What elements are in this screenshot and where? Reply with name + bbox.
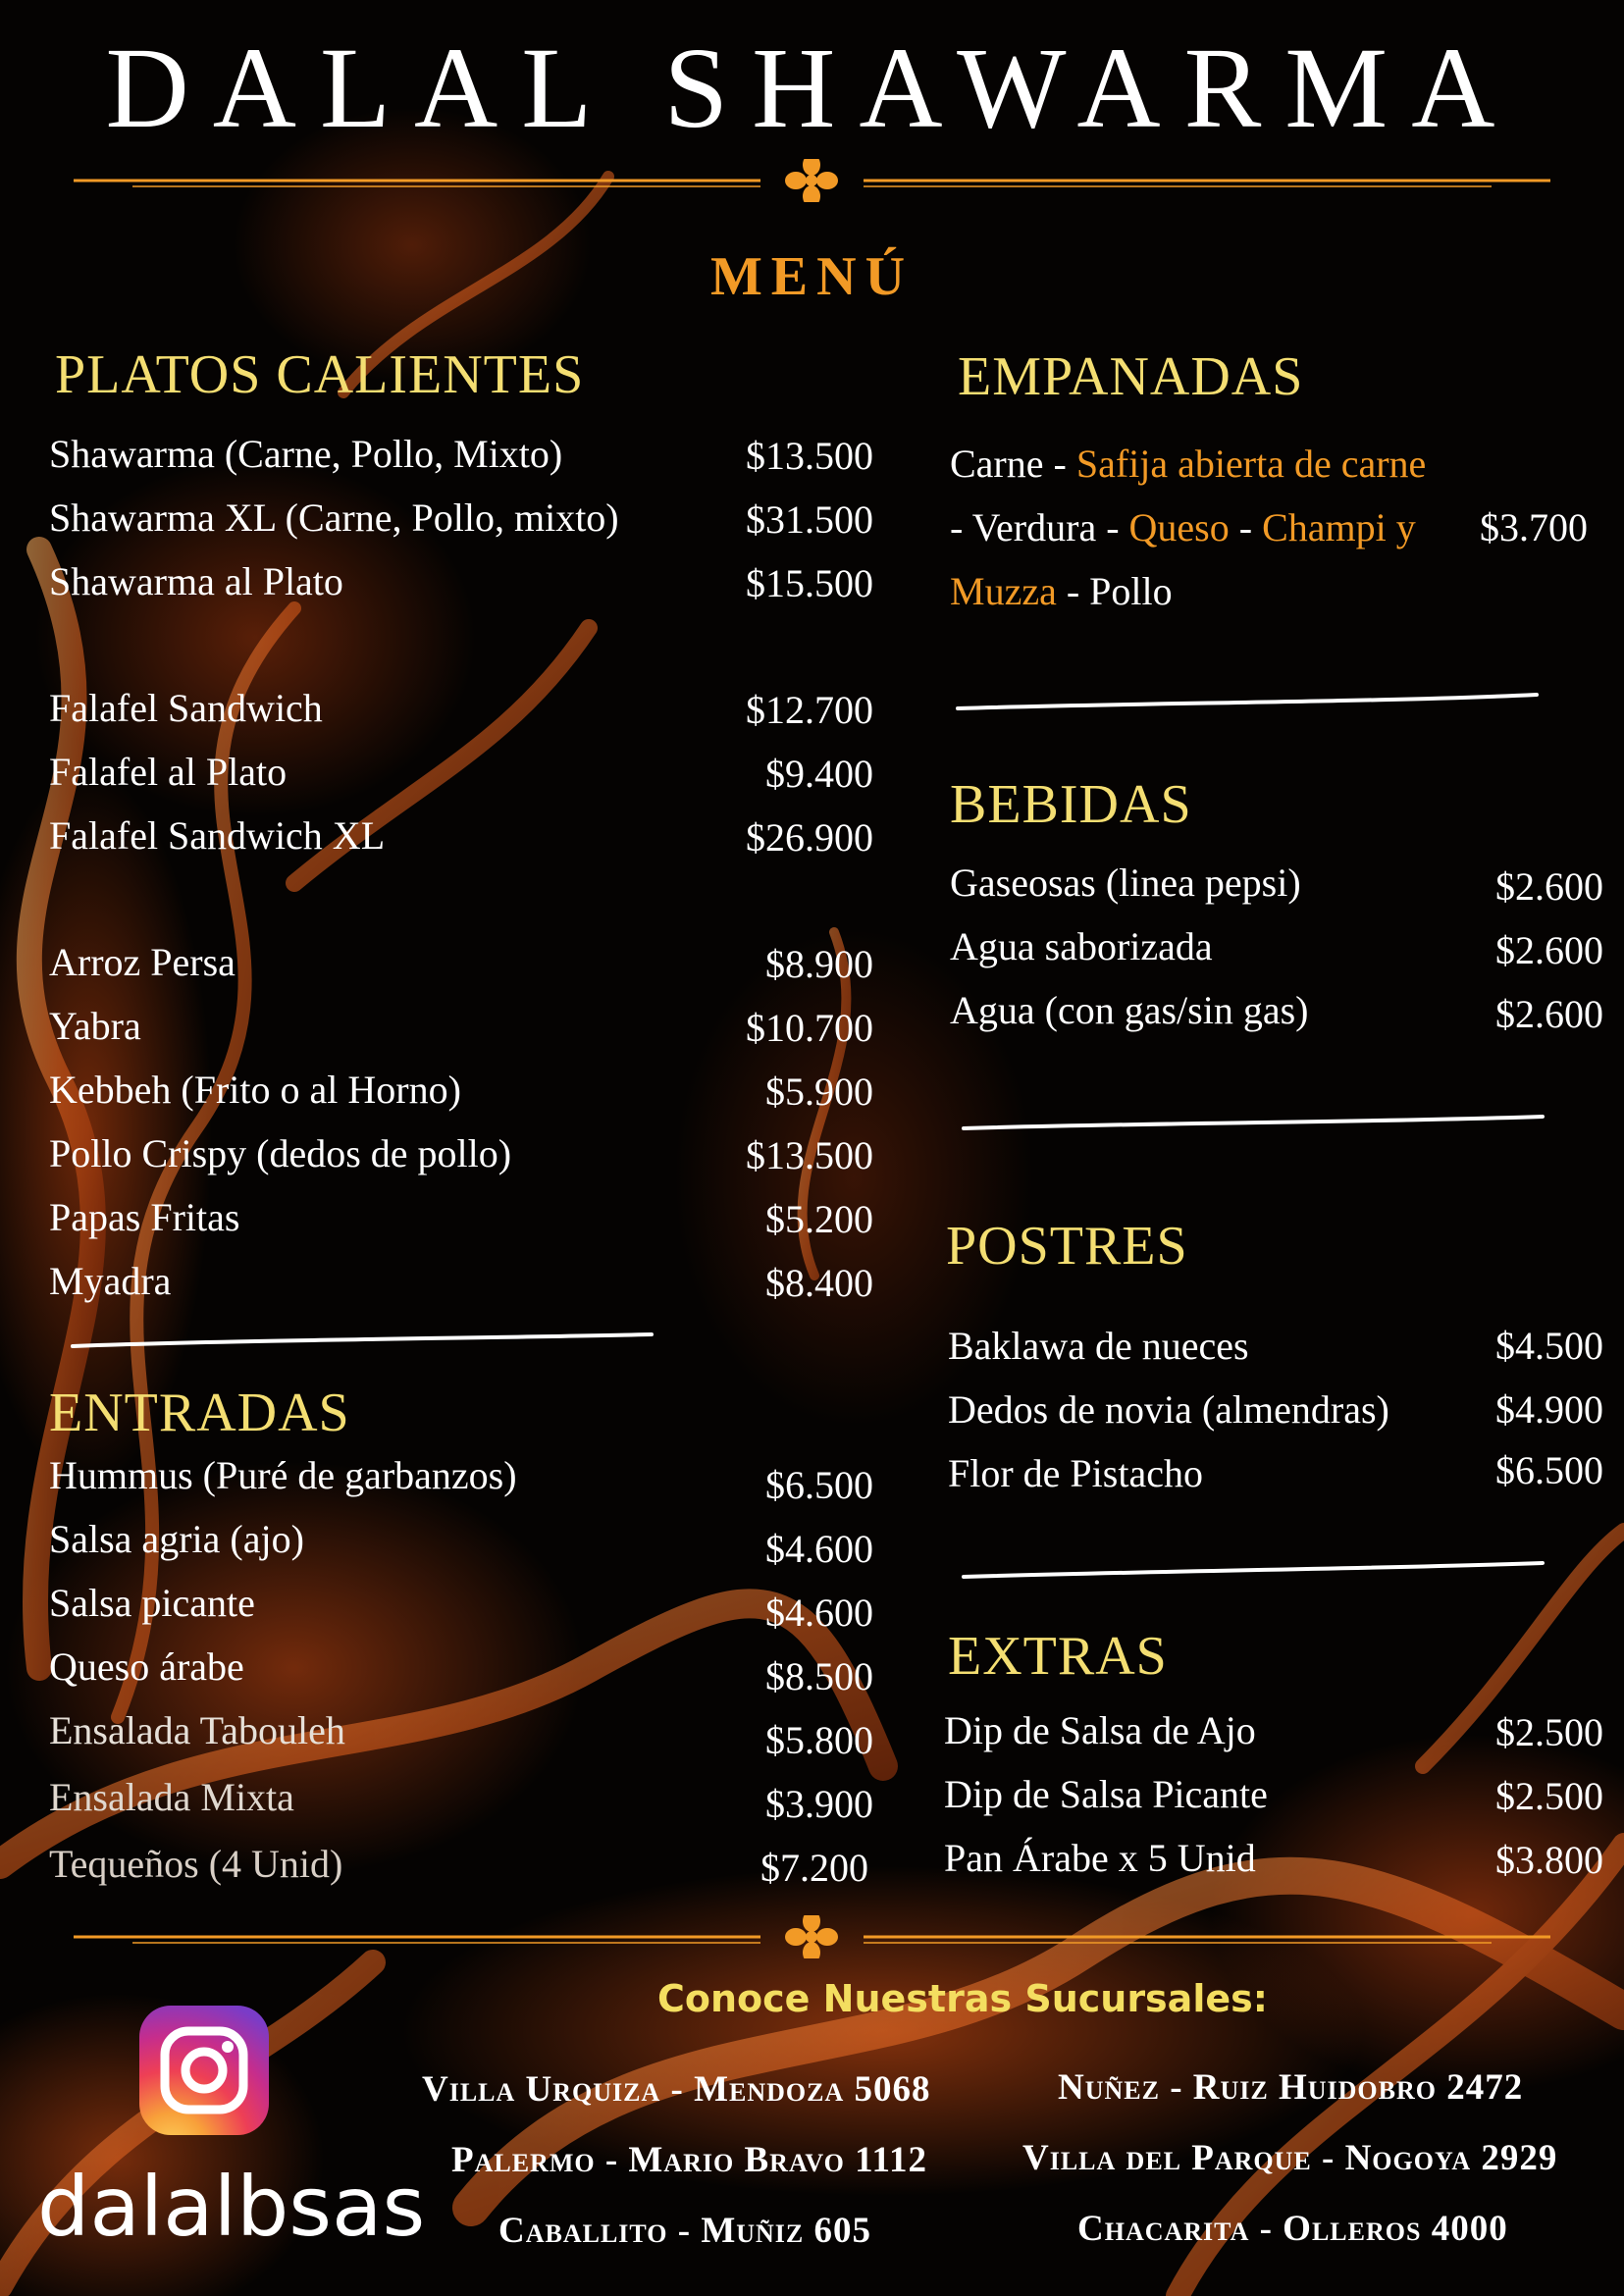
menu-item-name: Dedos de novia (almendras) xyxy=(948,1387,1389,1432)
section-heading-extras: EXTRAS xyxy=(948,1626,1168,1687)
menu-item-price: $9.400 xyxy=(765,752,873,796)
branch-address: Palermo - Mario Bravo 1112 xyxy=(451,2140,928,2180)
ornamental-divider-bottom xyxy=(74,1915,1550,1958)
menu-item-price: $13.500 xyxy=(746,434,873,478)
restaurant-title: DALAL SHAWARMA xyxy=(105,24,1519,152)
menu-item-name: Gaseosas (linea pepsi) xyxy=(950,861,1301,905)
menu-item-name: Kebbeh (Frito o al Horno) xyxy=(49,1068,461,1112)
menu-item-name: Dip de Salsa Picante xyxy=(944,1772,1268,1816)
menu-item-name: Ensalada Tabouleh xyxy=(49,1708,345,1752)
empanada-option-highlight: Safija abierta de carne xyxy=(1075,442,1427,486)
menu-item-price: $2.500 xyxy=(1495,1774,1603,1818)
menu-item-price: $4.900 xyxy=(1495,1387,1603,1432)
menu-item-price: $3.900 xyxy=(765,1782,873,1826)
empanada-option-highlight: Champi y Muzza xyxy=(950,505,1416,613)
menu-item-name: Arroz Persa xyxy=(49,940,236,984)
menu-item-name: Shawarma (Carne, Pollo, Mixto) xyxy=(49,432,563,476)
branch-address: Villa del Parque - Nogoya 2929 xyxy=(1022,2138,1558,2178)
brush-stroke-divider xyxy=(960,1109,1548,1138)
menu-item-price: $6.500 xyxy=(765,1463,873,1507)
fleur-ornament-icon xyxy=(785,1915,838,1958)
menu-item-price: $8.400 xyxy=(765,1261,873,1305)
menu-item-price: $2.600 xyxy=(1495,928,1603,972)
branch-address: Caballito - Muñiz 605 xyxy=(498,2211,872,2251)
menu-item-name: Shawarma al Plato xyxy=(49,559,343,603)
menu-item-name: Ensalada Mixta xyxy=(49,1775,294,1819)
empanadas-price: $3.700 xyxy=(1480,505,1588,549)
menu-item-price: $3.800 xyxy=(1495,1838,1603,1882)
menu-item-price: $26.900 xyxy=(746,815,873,860)
empanada-option: Carne - xyxy=(950,442,1076,486)
menu-item-name: Falafel Sandwich xyxy=(49,686,323,730)
empanada-option: - Pollo xyxy=(1056,569,1173,613)
menu-item-name: Baklawa de nueces xyxy=(948,1324,1249,1368)
empanada-option-highlight: Queso xyxy=(1128,505,1230,549)
menu-item-price: $8.500 xyxy=(765,1654,873,1698)
menu-item-name: Papas Fritas xyxy=(49,1195,240,1239)
menu-item-price: $31.500 xyxy=(746,497,873,542)
menu-item-price: $12.700 xyxy=(746,688,873,732)
menu-item-price: $5.900 xyxy=(765,1070,873,1114)
branches-title: Conoce Nuestras Sucursales: xyxy=(657,1977,1268,2020)
instagram-icon[interactable] xyxy=(139,2006,269,2135)
empanada-option: - xyxy=(1229,505,1263,549)
menu-item-name: Pollo Crispy (dedos de pollo) xyxy=(49,1131,512,1175)
menu-item-name: Pan Árabe x 5 Unid xyxy=(944,1836,1256,1880)
menu-item-name: Queso árabe xyxy=(49,1644,244,1689)
menu-item-price: $4.600 xyxy=(765,1527,873,1571)
branch-address: Villa Urquiza - Mendoza 5068 xyxy=(422,2069,931,2110)
menu-item-price: $2.600 xyxy=(1495,992,1603,1036)
menu-item-price: $5.800 xyxy=(765,1718,873,1762)
section-heading-empanadas: EMPANADAS xyxy=(958,346,1304,407)
menu-item-price: $8.900 xyxy=(765,942,873,986)
menu-item-name: Myadra xyxy=(49,1259,172,1303)
empanada-option: - Verdura - xyxy=(950,505,1129,549)
menu-item-name: Agua saborizada xyxy=(950,924,1213,968)
section-heading-entradas: ENTRADAS xyxy=(49,1383,350,1443)
menu-item-price: $2.500 xyxy=(1495,1710,1603,1754)
brush-stroke-divider xyxy=(954,687,1543,716)
section-heading-platos-calientes: PLATOS CALIENTES xyxy=(55,344,585,405)
menu-item-price: $10.700 xyxy=(746,1006,873,1050)
menu-item-name: Flor de Pistacho xyxy=(948,1451,1203,1495)
menu-item-price: $7.200 xyxy=(760,1846,868,1890)
menu-item-name: Shawarma XL (Carne, Pollo, mixto) xyxy=(49,496,619,540)
menu-item-price: $2.600 xyxy=(1495,864,1603,909)
menu-item-name: Yabra xyxy=(49,1004,141,1048)
section-heading-postres: POSTRES xyxy=(946,1216,1188,1277)
menu-label: MENÚ xyxy=(709,246,915,307)
empanadas-description xyxy=(950,432,1441,623)
fleur-ornament-icon xyxy=(785,159,838,202)
menu-item-price: $5.200 xyxy=(765,1197,873,1241)
branch-address: Chacarita - Olleros 4000 xyxy=(1077,2209,1508,2249)
menu-item-name: Falafel Sandwich XL xyxy=(49,813,386,858)
menu-item-price: $6.500 xyxy=(1495,1448,1603,1492)
menu-item-name: Falafel al Plato xyxy=(49,750,288,794)
ornamental-divider-top xyxy=(74,159,1550,202)
brush-stroke-divider xyxy=(69,1327,657,1356)
menu-item-price: $4.600 xyxy=(765,1591,873,1635)
menu-item-name: Dip de Salsa de Ajo xyxy=(944,1708,1256,1752)
brush-stroke-divider xyxy=(960,1555,1548,1585)
section-heading-bebidas: BEBIDAS xyxy=(950,774,1192,835)
menu-item-name: Salsa agria (ajo) xyxy=(49,1517,304,1561)
menu-item-name: Hummus (Puré de garbanzos) xyxy=(49,1453,517,1497)
branch-address: Nuñez - Ruiz Huidobro 2472 xyxy=(1058,2067,1524,2108)
menu-item-name: Tequeños (4 Unid) xyxy=(49,1842,343,1886)
menu-item-price: $4.500 xyxy=(1495,1324,1603,1368)
menu-item-price: $13.500 xyxy=(746,1133,873,1177)
instagram-handle[interactable]: dalalbsas xyxy=(37,2159,426,2255)
menu-item-price: $15.500 xyxy=(746,561,873,605)
menu-item-name: Salsa picante xyxy=(49,1581,255,1625)
menu-item-name: Agua (con gas/sin gas) xyxy=(950,988,1309,1032)
